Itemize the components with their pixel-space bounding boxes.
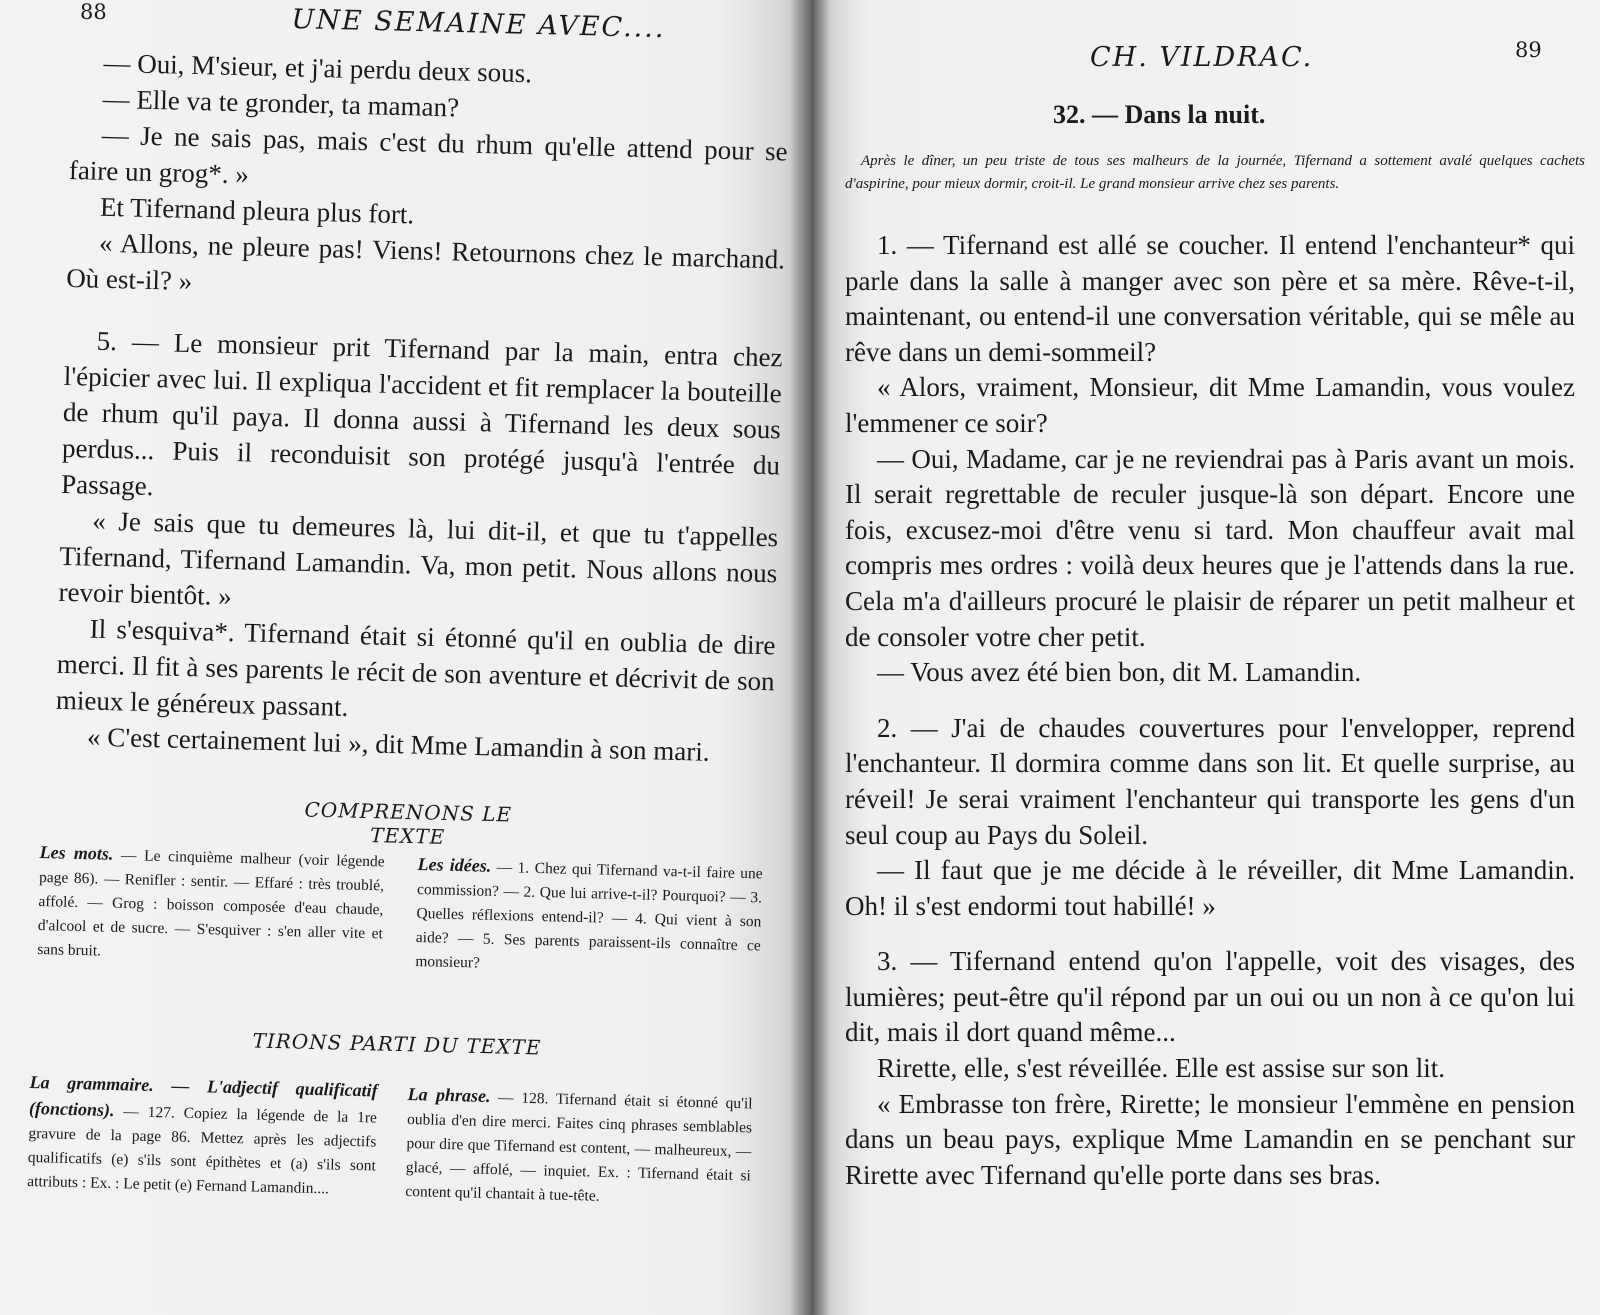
- grammaire-column: [27, 1070, 378, 1202]
- paragraph: Rirette, elle, s'est réveillée. Elle est assise sur son lit.: [877, 1053, 1445, 1084]
- grammaire-text: — 127. Copiez la légende de la 1re gravure de la page 86. Mettez après les adjectifs qualificatifs (e) s'ils sont épithètes et (a) s'ils sont attributs : Ex. : Le petit (e) Fernand Lamandin....: [27, 1103, 378, 1198]
- paragraph: Il s'esquiva*. Tifernand était si étonné qu'il en oublia de dire merci. Il fit à ses parents le récit de son aventure et décrivit de son mieux le généreux passant.: [55, 613, 776, 722]
- paragraph: — Vous avez été bien bon, dit M. Lamandin.: [877, 657, 1362, 688]
- paragraph: — Oui, Madame, car je ne reviendrai pas à Paris avant un mois. Il serait regrettable de reculer jusque-là son départ. Encore une fois, excusez-moi d'être venu si tard. Mon chauffeur avait mal compris mes ordres : voilà deux heures que je l'attends dans la rue. Cela m'a d'ailleurs procuré le plaisir de réparer un petit malheur et de consoler votre cher petit.: [845, 443, 1575, 652]
- chapter-title: 32. — Dans la nuit.: [1053, 100, 1266, 129]
- mots-column: [37, 840, 385, 970]
- paragraph: « Je sais que tu demeures là, lui dit-il, et que tu t'appelles Tifernand, Tifernand Lamandin. Va, mon petit. Nous allons nous revoir bientôt. »: [58, 505, 779, 612]
- grammaire-label: La grammaire. — L'adjectif qualificatif (fonctions).: [28, 1071, 378, 1121]
- idees-label: Les idées.: [417, 853, 492, 876]
- idees-column: [415, 852, 763, 982]
- left-page-number: 88: [80, 0, 107, 24]
- mots-text: — Le cinquième malheur (voir légende page 86). — Renifler : sentir. — Effaré : très troublé, affolé. — Grog : boisson composée d'eau chaude, d'alcool et de sucre. — S'esquiver : s'en aller vite et sans bruit.: [37, 846, 385, 960]
- right-page-number: 89: [1515, 38, 1542, 62]
- paragraph: — Il faut que je me décide à le réveiller, dit Mme Lamandin. Oh! il s'est endormi tout habillé! »: [845, 855, 1575, 921]
- paragraph: — Oui, M'sieur, et j'ai perdu deux sous.: [103, 47, 533, 89]
- paragraph: « C'est certainement lui », dit Mme Lamandin à son mari.: [86, 721, 710, 767]
- paragraph: — Elle va te gronder, ta maman?: [102, 83, 460, 123]
- paragraph: 2. — J'ai de chaudes couvertures pour l'envelopper, reprend l'enchanteur. Il dormira comme dans son lit. Et quelle surprise, au réveil! Je serai vraiment l'enchanteur qui transporte les gens d'un seul coup au Pays du Soleil.: [845, 712, 1575, 850]
- paragraph: « Embrasse ton frère, Rirette; le monsieur l'emmène en pension dans un beau pays, explique Mme Lamandin en se penchant sur Rirette avec Tifernand qu'elle porte dans ses bras.: [845, 1088, 1575, 1190]
- paragraph: 3. — Tifernand entend qu'on l'appelle, voit des visages, des lumières; peut-être qu'il répond par un oui ou un non à ce qu'on lui dit, mais il dort quand même...: [845, 946, 1575, 1048]
- left-running-head: UNE SEMAINE AVEC....: [291, 4, 666, 45]
- paragraph: — Je ne sais pas, mais c'est du rhum qu'elle attend pour se faire un grog*. »: [68, 119, 788, 190]
- comprenons-title: COMPRENONS LE TEXTE: [304, 797, 513, 849]
- paragraph: « Alors, vraiment, Monsieur, dit Mme Lamandin, vous voulez l'emmener ce soir?: [845, 372, 1575, 438]
- mots-label: Les mots.: [39, 841, 114, 864]
- left-body-text: [55, 44, 790, 771]
- paragraph: 5. — Le monsieur prit Tifernand par la main, entra chez l'épicier avec lui. Il expliqua l'accident et fit remplacer la bouteille de rhum qu'il paya. Il donna aussi à Tifernand les deux sous perdus... Puis il reconduisit son protégé jusqu'à l'entrée du Passage.: [60, 325, 783, 502]
- paragraph: Et Tifernand pleura plus fort.: [99, 191, 415, 230]
- chapter-intro: Après le dîner, un peu triste de tous ses malheurs de la journée, Tifernand a sottement avalé quelques cachets d'aspirine, pour mieux dormir, croit-il. Le grand monsieur arrive chez ses parents.: [845, 153, 1585, 192]
- paragraph: « Allons, ne pleure pas! Viens! Retournons chez le marchand. Où est-il? »: [65, 227, 786, 297]
- paragraph: 1. — Tifernand est allé se coucher. Il entend l'enchanteur* qui parle dans la salle à manger avec son père et sa mère. Rêve-t-il, maintenant, ou entend-il une conversation véritable, qui se mêle au rêve dans un demi-sommeil?: [845, 230, 1575, 367]
- right-body-text: [845, 228, 1575, 1193]
- phrase-column: [405, 1082, 753, 1212]
- idees-text: — 1. Chez qui Tifernand va-t-il faire une commission? — 2. Que lui arrive-t-il? Pourquoi? — 3. Quelles réflexions entend-il? — 4. Qui vient à son aide? — 5. Ses parents paraissent-ils connaître ce monsieur?: [415, 858, 763, 972]
- tirons-title: TIRONS PARTI DU TEXTE: [252, 1028, 542, 1060]
- phrase-label: La phrase.: [407, 1083, 491, 1107]
- book-gutter-shadow: [790, 0, 830, 1315]
- right-running-head: CH. VILDRAC.: [1090, 42, 1314, 73]
- phrase-text: — 128. Tifernand était si étonné qu'il oublia d'en dire merci. Faites cinq phrases semblables pour dire que Tifernand est content, — malheureux, — glacé, — affolé, — inquiet. Ex. : Tifernand était si content qu'il chantait à tue-tête.: [405, 1089, 753, 1205]
